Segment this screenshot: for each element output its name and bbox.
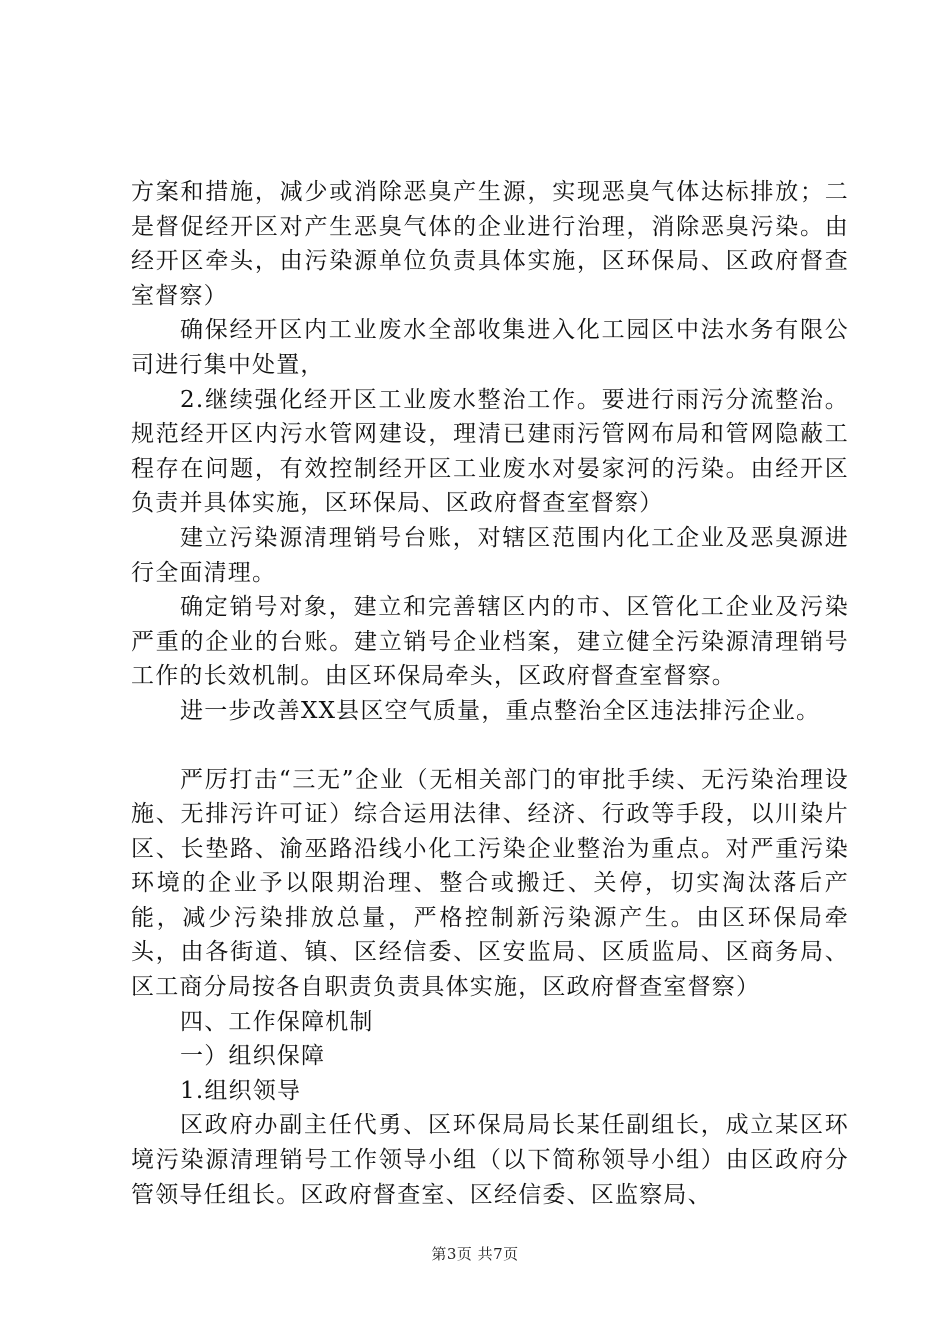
paragraph-1: 方案和措施，减少或消除恶臭产生源，实现恶臭气体达标排放；二是督促经开区对产生恶臭气体的企业进行治理，消除恶臭污染。由经开区牵头，由污染源单位负责具体实施，区环保局、区政府督查室督察） [131,179,849,309]
paragraph-spacer [131,729,849,763]
paragraph-4: 建立污染源清理销号台账，对辖区范围内化工企业及恶臭源进行全面清理。 [131,524,849,586]
subsection-heading-1: 一）组织保障 [180,1043,326,1070]
section-heading-4: 四、工作保障机制 [180,1008,374,1035]
paragraph-8: 区政府办副主任代勇、区环保局局长某任副组长，成立某区环境污染源清理销号工作领导小组（以下简称领导小组）由区政府分管领导任组长。区政府督查室、区经信委、区监察局、 [131,1112,849,1208]
document-body [131,175,849,1212]
paragraph-5: 确定销号对象，建立和完善辖区内的市、区管化工企业及污染严重的企业的台账。建立销号企业档案，建立健全污染源清理销号工作的长效机制。由区环保局牵头，区政府督查室督察。 [131,594,849,690]
paragraph-6: 进一步改善XX县区空气质量，重点整治全区违法排污企业。 [180,697,821,724]
paragraph-2: 确保经开区内工业废水全部收集进入化工园区中法水务有限公司进行集中处置， [131,317,849,378]
page-footer: 第3页 共7页 [431,1245,519,1263]
item-heading-1: 1.组织领导 [180,1077,302,1104]
paragraph-7: 严厉打击“三无”企业（无相关部门的审批手续、无污染治理设施、无排污许可证）综合运用法律、经济、行政等手段，以川染片区、长垫路、渝巫路沿线小化工污染企业整治为重点。对严重污染环境的企业予以限期治理、整合或搬迁、关停，切实淘汰落后产能，减少污染排放总量，严格控制新污染源产生。由区环保局牵头，由各街道、镇、区经信委、区安监局、区质监局、区商务局、区工商分局按各自职责负责具体实施，区政府督查室督察） [131,766,849,1001]
paragraph-3: 2.继续强化经开区工业废水整治工作。要进行雨污分流整治。规范经开区内污水管网建设，理清已建雨污管网布局和管网隐蔽工程存在问题，有效控制经开区工业废水对晏家河的污染。由经开区负责并具体实施，区环保局、区政府督查室督察） [131,386,849,517]
